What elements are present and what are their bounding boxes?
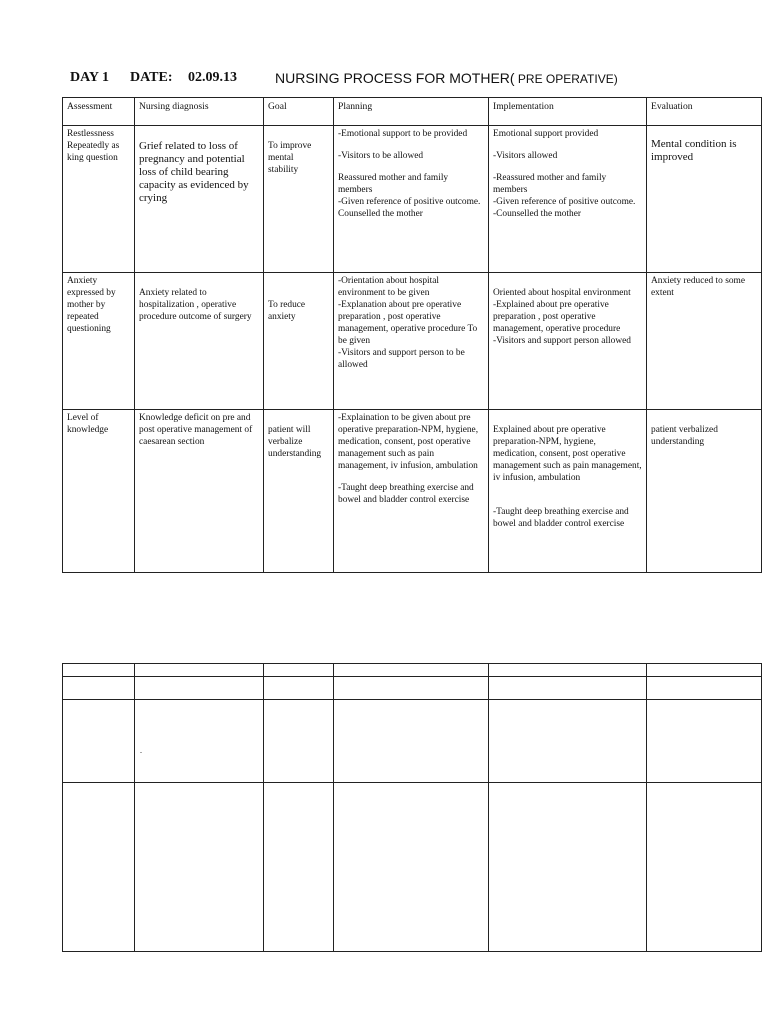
evaluation-cell: Anxiety reduced to some extent xyxy=(647,273,762,410)
goal-cell: patient will verbalize understanding xyxy=(264,410,334,573)
title-sub: PRE OPERATIVE) xyxy=(514,72,618,86)
day-label: DAY 1 xyxy=(70,70,110,85)
implementation-cell: Emotional support provided -Visitors allowed -Reassured mother and family members -Given reference of positive outcome. -Counselled the mother xyxy=(489,126,647,273)
col-header-diagnosis: Nursing diagnosis xyxy=(135,98,264,126)
assessment-cell: Anxiety expressed by mother by repeated questioning xyxy=(63,273,135,410)
implementation-cell: Oriented about hospital environment -Explained about pre operative preparation , post operative management, operative procedure -Visitors and support person allowed xyxy=(489,273,647,410)
nursing-process-table xyxy=(62,97,762,573)
page-title xyxy=(275,70,618,86)
diagnosis-cell: Anxiety related to hospitalization , operative procedure outcome of surgery xyxy=(135,273,264,410)
planning-cell: -Emotional support to be provided -Visitors to be allowed Reassured mother and family members -Given reference of positive outcome. Counselled the mother xyxy=(334,126,489,273)
evaluation-cell: Mental condition is improved xyxy=(647,126,762,273)
empty-template-table xyxy=(62,663,762,952)
title-main: NURSING PROCESS FOR MOTHER( xyxy=(275,70,515,86)
assessment-cell: Level of knowledge xyxy=(63,410,135,573)
goal-cell: To reduce anxiety xyxy=(264,273,334,410)
evaluation-cell: patient verbalized understanding xyxy=(647,410,762,573)
diagnosis-cell: Grief related to loss of pregnancy and potential loss of child bearing capacity as evidenced by crying xyxy=(135,126,264,273)
col-header-implementation: Implementation xyxy=(489,98,647,126)
assessment-cell: Restlessness Repeatedly as king question xyxy=(63,126,135,273)
col-header-assessment: Assessment xyxy=(63,98,135,126)
table-row xyxy=(63,273,762,410)
date-label: DATE: xyxy=(130,70,173,85)
table-row xyxy=(63,126,762,273)
empty-table-row xyxy=(63,664,762,677)
planning-cell: -Orientation about hospital environment to be given -Explanation about pre operative preparation , post operative management, operative procedure To be given -Visitors and support person to be allowed xyxy=(334,273,489,410)
table-header-row xyxy=(63,98,762,126)
empty-table-row xyxy=(63,783,762,952)
empty-table-row xyxy=(63,677,762,700)
date-value: 02.09.13 xyxy=(188,70,237,85)
col-header-planning: Planning xyxy=(334,98,489,126)
stray-dot: . xyxy=(140,746,142,755)
goal-cell: To improve mental stability xyxy=(264,126,334,273)
diagnosis-cell: Knowledge deficit on pre and post operative management of caesarean section xyxy=(135,410,264,573)
col-header-evaluation: Evaluation xyxy=(647,98,762,126)
empty-table-row xyxy=(63,700,762,783)
col-header-goal: Goal xyxy=(264,98,334,126)
table-row xyxy=(63,410,762,573)
implementation-cell: Explained about pre operative preparation-NPM, hygiene, medication, consent, post operative management such as pain management, iv infusion, ambulation -Taught deep breathing exercise and bowel and bladder control exercise xyxy=(489,410,647,573)
planning-cell: -Explaination to be given about pre operative preparation-NPM, hygiene, medication, consent, post operative management such as pain management, iv infusion, ambulation -Taught deep breathing exercise and bowel and bladder control exercise xyxy=(334,410,489,573)
